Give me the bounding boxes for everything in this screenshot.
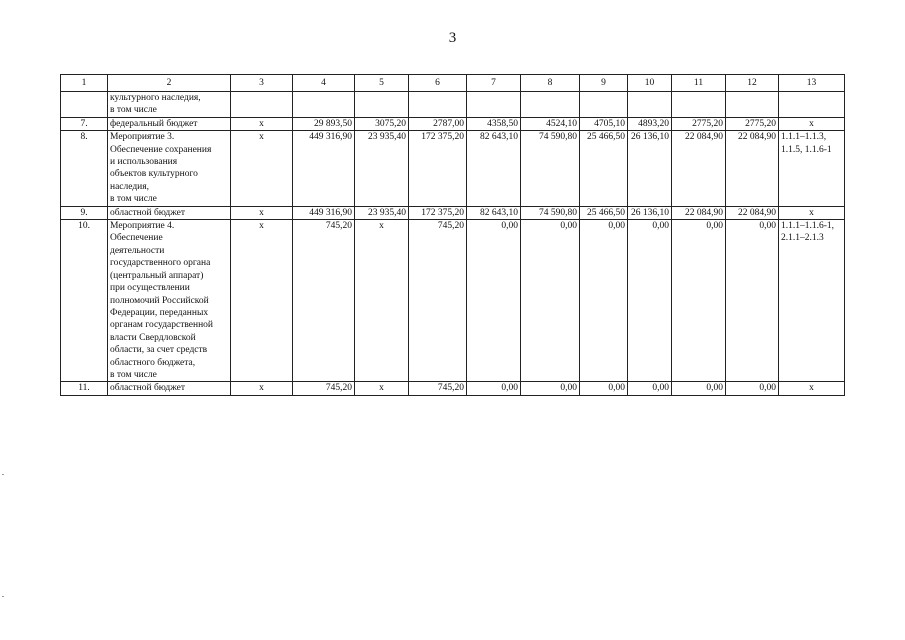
activity-name-line: государственного органа [110,258,211,269]
activity-name-line: при осуществлении [110,283,190,294]
cell-c10: 0,00 [628,220,672,382]
column-header: 3 [231,75,293,92]
cell-c3: х [231,117,293,130]
header-row [61,75,845,92]
cell-c12: 0,00 [726,382,779,395]
cell-c7: 0,00 [467,382,521,395]
cell-c8: 0,00 [521,382,580,395]
cell-c12: 22 084,90 [726,206,779,219]
cell-c6: 745,20 [409,220,467,382]
row-number: 7. [61,117,108,130]
target-indicators [779,92,845,118]
cell-c7: 82 643,10 [467,131,521,206]
column-header: 2 [108,75,231,92]
activity-name-line: в том числе [110,369,157,380]
cell-c3: х [231,220,293,382]
target-indicator-line: х [809,118,814,129]
cell-c7 [467,92,521,118]
activity-name [108,382,231,395]
cell-c6: 172 375,20 [409,206,467,219]
cell-c11: 0,00 [672,220,726,382]
cell-c7: 82 643,10 [467,206,521,219]
cell-c7: 4358,50 [467,117,521,130]
cell-c10: 4893,20 [628,117,672,130]
cell-c6: 172 375,20 [409,131,467,206]
cell-c12: 22 084,90 [726,131,779,206]
target-indicator-line: х [809,383,814,394]
cell-c7: 0,00 [467,220,521,382]
target-indicators [779,117,845,130]
cell-c8: 0,00 [521,220,580,382]
column-header: 11 [672,75,726,92]
activity-name [108,220,231,382]
row-number: 11. [61,382,108,395]
target-indicators [779,206,845,219]
target-indicators [779,131,845,206]
table-row [61,382,845,395]
cell-c3: х [231,382,293,395]
cell-c8 [521,92,580,118]
row-number [61,92,108,118]
cell-c12 [726,92,779,118]
activity-name-line: власти Свердловской [110,332,196,343]
cell-c11: 22 084,90 [672,206,726,219]
cell-c6 [409,92,467,118]
table-body [61,75,845,396]
cell-c9: 0,00 [580,220,628,382]
cell-c5: х [355,382,409,395]
cell-c9: 4705,10 [580,117,628,130]
activity-name-line: (центральный аппарат) [110,270,204,281]
cell-c10: 26 136,10 [628,206,672,219]
target-indicator-line: 1.1.1–1.1.6-1, [781,221,835,232]
cell-c3: х [231,131,293,206]
column-header: 5 [355,75,409,92]
cell-c9: 0,00 [580,382,628,395]
activity-name-line: областной бюджет [110,383,186,394]
cell-c9: 25 466,50 [580,206,628,219]
cell-c5: 23 935,40 [355,206,409,219]
target-indicator-line: 2.1.1–2.1.3 [781,233,824,244]
activity-name-line: федеральный бюджет [110,118,198,129]
cell-c12: 2775,20 [726,117,779,130]
cell-c10 [628,92,672,118]
target-indicator-line: 1.1.1–1.1.3, [781,132,827,143]
cell-c9 [580,92,628,118]
cell-c11: 0,00 [672,382,726,395]
row-number: 10. [61,220,108,382]
activity-name-line: наследия, [110,181,150,192]
cell-c4: 449 316,90 [293,206,355,219]
activity-name-line: области, за счет средств [110,345,208,356]
cell-c4: 449 316,90 [293,131,355,206]
table-row [61,206,845,219]
table-row [61,92,845,118]
activity-name-line: и использования [110,157,178,168]
cell-c4: 29 893,50 [293,117,355,130]
activity-name-line: деятельности [110,245,165,256]
activity-name-line: областного бюджета, [110,357,196,368]
activity-name-line: культурного наследия, [110,93,201,103]
activity-name-line: органам государственной [110,320,214,331]
column-header: 6 [409,75,467,92]
cell-c11: 22 084,90 [672,131,726,206]
cell-c11 [672,92,726,118]
scan-mark [2,474,4,475]
activity-name-line: полномочий Российской [110,295,209,306]
column-header: 13 [779,75,845,92]
activity-name [108,117,231,130]
cell-c12: 0,00 [726,220,779,382]
target-indicator-line: х [809,207,814,218]
cell-c5 [355,92,409,118]
activity-name-line: Обеспечение [110,233,163,244]
activity-name-line: Федерации, переданных [110,307,209,318]
activity-name-line: в том числе [110,194,157,205]
cell-c8: 74 590,80 [521,206,580,219]
row-number: 9. [61,206,108,219]
row-number: 8. [61,131,108,206]
activity-name-line: Обеспечение сохранения [110,144,212,155]
column-header: 8 [521,75,580,92]
column-header: 4 [293,75,355,92]
activity-name [108,206,231,219]
table-row [61,117,845,130]
activity-name-line: Мероприятие 3. [110,132,175,143]
cell-c6: 2787,00 [409,117,467,130]
page-number: 3 [448,30,457,46]
cell-c10: 26 136,10 [628,131,672,206]
budget-table [60,74,845,396]
target-indicators [779,220,845,382]
column-header: 9 [580,75,628,92]
target-indicators [779,382,845,395]
activity-name-line: областной бюджет [110,207,186,218]
column-header: 12 [726,75,779,92]
target-indicator-line: 1.1.5, 1.1.6-1 [781,144,832,155]
activity-name [108,131,231,206]
cell-c3: х [231,206,293,219]
cell-c10: 0,00 [628,382,672,395]
cell-c5: 23 935,40 [355,131,409,206]
activity-name-line: в том числе [110,105,157,116]
cell-c4: 745,20 [293,220,355,382]
activity-name-line: Мероприятие 4. [110,221,175,232]
table-row [61,131,845,206]
cell-c5: 3075,20 [355,117,409,130]
cell-c5: х [355,220,409,382]
table-row [61,220,845,382]
column-header: 10 [628,75,672,92]
cell-c9: 25 466,50 [580,131,628,206]
cell-c6: 745,20 [409,382,467,395]
cell-c4: 745,20 [293,382,355,395]
activity-name-line: объектов культурного [110,169,198,180]
scan-mark [2,596,4,597]
activity-name [108,92,231,118]
column-header: 1 [61,75,108,92]
cell-c8: 74 590,80 [521,131,580,206]
cell-c11: 2775,20 [672,117,726,130]
cell-c3 [231,92,293,118]
cell-c8: 4524,10 [521,117,580,130]
column-header: 7 [467,75,521,92]
cell-c4 [293,92,355,118]
